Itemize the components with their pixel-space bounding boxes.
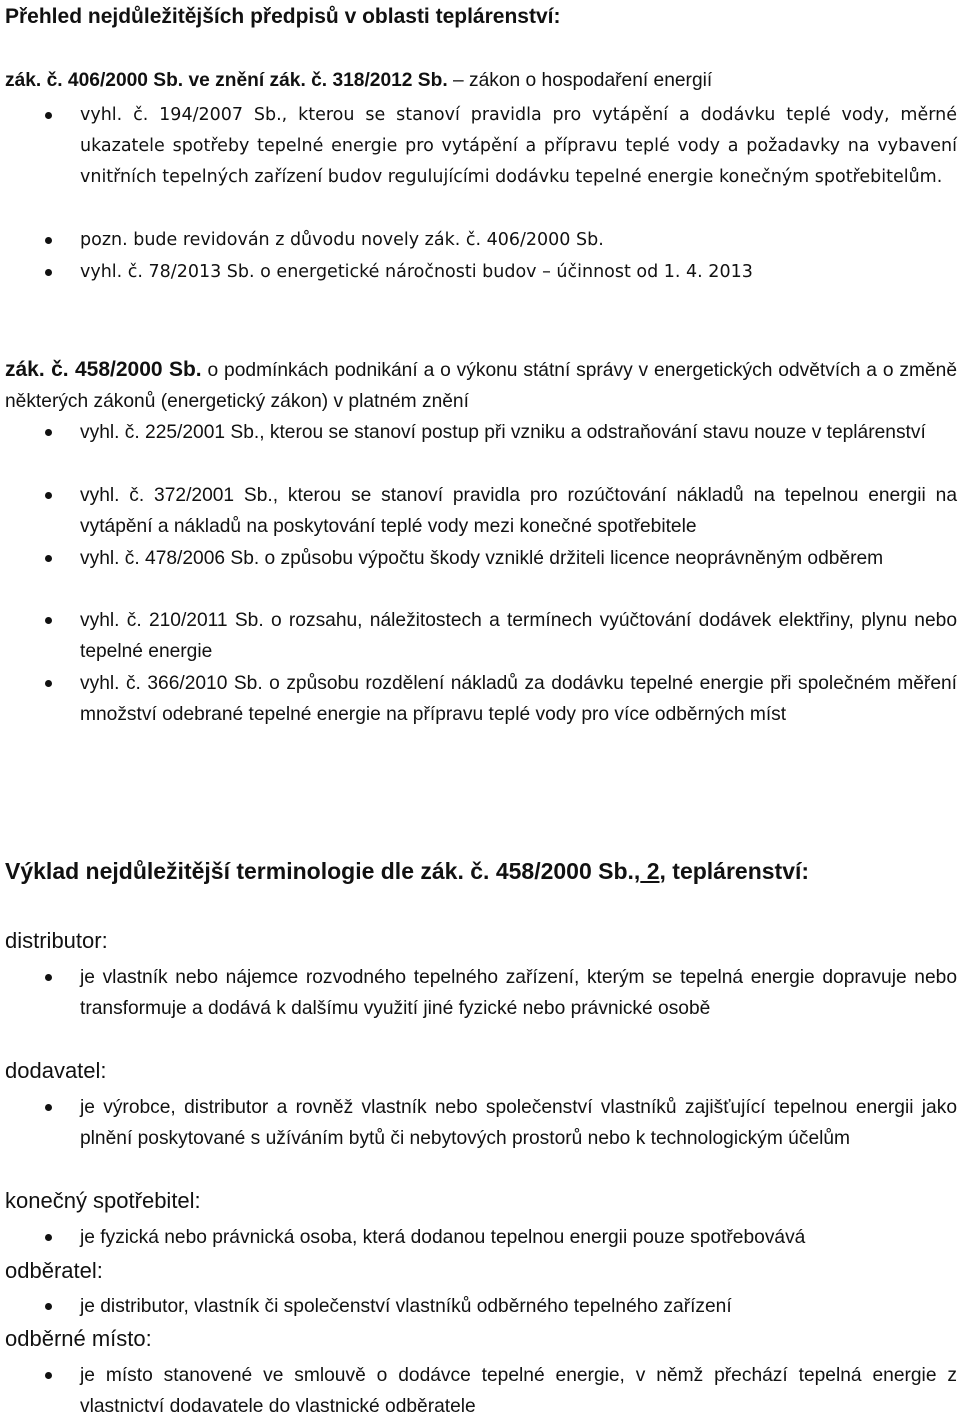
bullet-icon xyxy=(45,617,52,624)
law-458-ref: zák. č. 458/2000 Sb. xyxy=(5,358,202,381)
law-458-heading xyxy=(5,354,957,417)
bullet-icon xyxy=(45,974,52,981)
list-item-note: pozn. bude revidován z důvodu novely zák. č. 406/2000 Sb. xyxy=(80,230,604,250)
term-distributor: distributor: xyxy=(5,928,108,953)
bullet-icon xyxy=(45,1234,52,1241)
definition-odberatel: je distributor, vlastník či společenství vlastníků odběrného tepelného zařízení xyxy=(80,1296,732,1317)
definition-odberne-misto: je místo stanovené ve smlouvě o dodávce tepelné energie, v němž přechází tepelná energie z vlastnictví dodavatele do vlastnické odběratele xyxy=(80,1365,957,1417)
list-item-vyhl-372-2001: vyhl. č. 372/2001 Sb., kterou se stanoví pravidla pro rozúčtování nákladů na tepelnou energii na vytápění a nákladů na poskytování teplé vody mezi konečné spotřebitele xyxy=(80,485,957,537)
law-406-desc: – zákon o hospodaření energií xyxy=(447,70,713,91)
bullet-icon xyxy=(45,237,52,244)
bullet-icon xyxy=(45,1372,52,1379)
definition-dodavatel: je výrobce, distributor a rovněž vlastník nebo společenství vlastníků zajišťující tepelnou energii jako plnění poskytované s užíváním bytů či nebytových prostorů nebo k technologickým účelům xyxy=(80,1097,957,1149)
overview-title: Přehled nejdůležitějších předpisů v oblasti teplárenství: xyxy=(5,5,561,28)
term-dodavatel: dodavatel: xyxy=(5,1058,107,1083)
bullet-icon xyxy=(45,112,52,119)
bullet-icon xyxy=(45,1303,52,1310)
bullet-icon xyxy=(45,1104,52,1111)
law-458-desc: o podmínkách podnikání a o výkonu státní správy v energetických odvětvích a o změně některých zákonů (energetický zákon) v platném znění xyxy=(5,360,957,412)
bullet-icon xyxy=(45,492,52,499)
bullet-icon xyxy=(45,429,52,436)
bullet-icon xyxy=(45,680,52,687)
terminology-heading: Výklad nejdůležitější terminologie dle zák. č. 458/2000 Sb., 2, teplárenství: xyxy=(5,858,810,884)
list-item-vyhl-78-2013: vyhl. č. 78/2013 Sb. o energetické náročnosti budov – účinnost od 1. 4. 2013 xyxy=(80,262,753,282)
list-item-vyhl-194-2007: vyhl. č. 194/2007 Sb., kterou se stanoví pravidla pro vytápění a dodávku teplé vody, měrné ukazatele spotřeby tepelné energie pro vytápění a přípravu teplé vody a požadavky na vybavení vnitřních tepelných zařízení budov regulujícími dodávku tepelné energie konečným spotřebitelům. xyxy=(80,105,957,187)
definition-distributor: je vlastník nebo nájemce rozvodného tepelného zařízení, kterým se tepelná energie dopravuje nebo transformuje a dodává k dalšímu využití jiné fyzické nebo právnické osobě xyxy=(80,967,957,1019)
list-item-vyhl-225-2001: vyhl. č. 225/2001 Sb., kterou se stanoví postup při vzniku a odstraňování stavu nouze v teplárenství xyxy=(80,422,926,443)
list-item-vyhl-366-2010: vyhl. č. 366/2010 Sb. o způsobu rozdělení nákladů za dodávku tepelné energie při společném měření množství odebrané tepelné energie na přípravu teplé vody pro více odběrných míst xyxy=(80,673,957,725)
list-item-vyhl-478-2006: vyhl. č. 478/2006 Sb. o způsobu výpočtu škody vzniklé držiteli licence neoprávněným odběrem xyxy=(80,548,884,569)
term-odberatel: odběratel: xyxy=(5,1258,103,1283)
law-406-heading xyxy=(5,66,712,96)
definition-konecny-spotrebitel: je fyzická nebo právnická osoba, která dodanou tepelnou energii pouze spotřebovává xyxy=(80,1227,806,1248)
law-406-ref: zák. č. 406/2000 Sb. ve znění zák. č. 318/2012 Sb. xyxy=(5,70,448,91)
term-odberne-misto: odběrné místo: xyxy=(5,1326,152,1351)
bullet-icon xyxy=(45,269,52,276)
list-item-vyhl-210-2011: vyhl. č. 210/2011 Sb. o rozsahu, náležitostech a termínech vyúčtování dodávek elektřiny, plynu nebo tepelné energie xyxy=(80,610,957,662)
bullet-icon xyxy=(45,555,52,562)
term-konecny-spotrebitel: konečný spotřebitel: xyxy=(5,1188,201,1213)
